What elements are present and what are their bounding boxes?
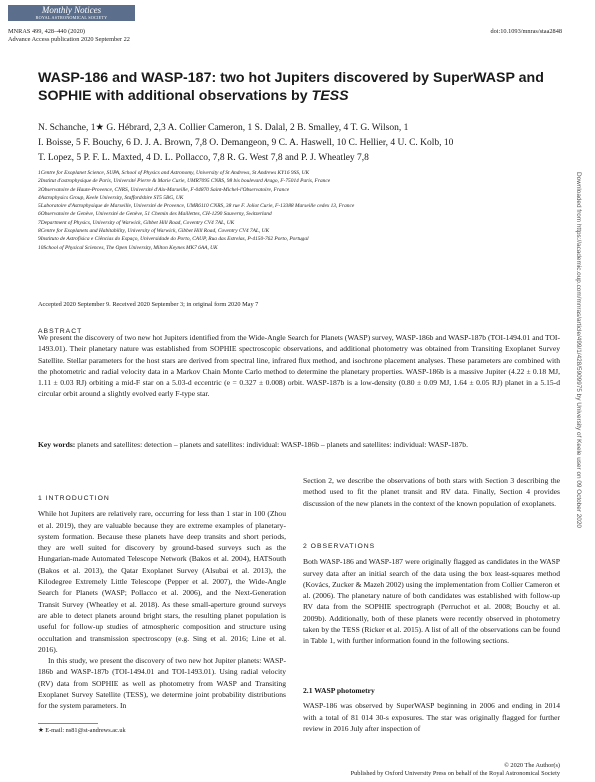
affiliation: 1Centre for Exoplanet Science, SUPA, School of Physics and Astronomy, University of St Andrews, St Andrews KY16 9SS, UK (38, 170, 310, 176)
affiliation: 7Department of Physics, University of Warwick, Gibbet Hill Road, Coventry CV4 7AL, UK (38, 219, 235, 226)
doi-link[interactable]: doi:10.1093/mnras/staa2848 (490, 28, 562, 35)
keywords-text: planets and satellites: detection – planets and satellites: individual: WASP-186b – planets and satellites: individual: WASP-187b. (77, 440, 468, 449)
affiliation: 3Observatoire de Haute-Provence, CNRS, Université d'Aix-Marseille, F-04870 Saint-Michel-l'Observatoire, France (38, 186, 290, 193)
paper-title-text: WASP-186 and WASP-187: two hot Jupiters discovered by SuperWASP and SOPHIE with additional observations by TESS (38, 70, 544, 104)
logo-line-3: ROYAL ASTRONOMICAL SOCIETY (35, 15, 108, 20)
download-notice: Downloaded from https://academic.oup.com/mnras/article/499/1/428/5909975 by University of Keele user on 09 October 2020 (575, 172, 582, 528)
citation: MNRAS 499, 428–440 (2020) (8, 28, 85, 35)
wasp-photometry-section (303, 685, 560, 734)
author-line-2: I. Boisse, 5 F. Bouchy, 6 D. J. A. Brown, 7,8 O. Demangeon, 9 C. A. Haswell, 10 C. Hellier, 4 U. C. Kolb, 10 (38, 138, 454, 148)
author-line-1: N. Schanche, 1★ G. Hébrard, 2,3 A. Collier Cameron, 1 S. Dalal, 2 B. Smalley, 4 T. G. Wilson, 1 (38, 123, 409, 133)
journal-logo (8, 5, 135, 21)
copyright-line-1: © 2020 The Author(s) (504, 762, 560, 769)
right-column-top: Section 2, we describe the observations of both stars with Section 3 describing the method used to fit the planet transit and RV data. Finally, Section 4 provides discussion of the new planets in the context of the known population of exoplanets. (303, 476, 560, 508)
accepted-dates: Accepted 2020 September 9. Received 2020 September 3; in original form 2020 May 7 (38, 301, 259, 308)
observations-text: Both WASP-186 and WASP-187 were originally flagged as candidates in the WASP survey data after an initial search of the data using the box least-squares method (Kovács, Zucker & Mazeh 2002) using the implementation from Collier Cameron et al. (2006). The planetary nature of both candidates was established with follow-up RV data from the SOPHIE spectrograph (Perruchot et al. 2008; Bouchy et al. 2009b). Additionally, both of these planets were recently observed in photometry taken by the TESS (Ricker et al. 2015). A list of all of the observations can be found in Table 1, with further information found in the following sections. (303, 557, 560, 646)
affiliation: 9Instituto de Astrofísica e Ciências do Espaço, Universidade do Porto, CAUP, Rua das Estrelas, P-4150-762 Porto, Portugal (38, 236, 309, 243)
abstract-heading-text: ABSTRACT (38, 328, 83, 335)
affiliation: 8Centre for Exoplanets and Habitability, University of Warwick, Gibbet Hill Road, Coventry CV4 7AL, UK (38, 228, 270, 235)
wasp-photometry-heading: 2.1 WASP photometry (303, 686, 375, 695)
intro-paragraph-1: While hot Jupiters are relatively rare, occurring for less than 1 star in 100 (Zhou et al. 2019), they are valuable because they are extreme examples of planetary-system formation. Because these planets have deep transits and short periods, they are well suited for discovery by ground-based surveys such as the Hungarian-made Automated Telescope Network (Bakos et al. 2004), HATSouth (Bakos et al. 2013), the Qatar Exoplanet Survey (Alsubai et al. 2013), the Kilodegree Extremely Little Telescope (Pepper et al. 2007), the Wide-Angle Search for Planets (WASP; Pollacco et al. 2006), and the Next-Generation Transit Survey (Wheatley et al. 2018). As these small-aperture ground surveys are able to detect planets around bright stars, the resulting planet population is useful for follow-up studies of atmospheric composition and structure using occultation and transmission spectroscopy (e.g. Sing et al. 2016; Line et al. 2016). (38, 509, 286, 654)
affiliation: 5Laboratoire d'Astrophysique de Marseille, Université de Provence, UMR6110 CNRS, 38 rue F. Joliot Curie, F-13388 Marseille cedex 13, France (38, 203, 355, 210)
intro-paragraph-2: In this study, we present the discovery of two new hot Jupiter planets: WASP-186b and WASP-187b (TOI-1494.01 and TOI-1493.01). Using radial velocity (RV) data from SOPHIE as well as photometry from WASP and Transiting Exoplanet Survey Satellite (TESS), we determine joint probability distributions for the system parameters. In (38, 656, 286, 711)
paper-title (38, 69, 558, 105)
intro-heading: 1 INTRODUCTION (38, 495, 110, 502)
left-column (38, 493, 286, 712)
footnote-email: ★ E-mail: ns81@st-andrews.ac.uk (38, 727, 126, 734)
footnote-rule (38, 723, 98, 724)
observations-heading: 2 OBSERVATIONS (303, 543, 376, 550)
affiliation: 2Institut d'astrophysique de Paris, Université Pierre & Marie Curie, UMR7095 CNRS, 98 bis boulevard Arago, F-75014 Paris, France (38, 178, 331, 185)
affiliation-list (38, 169, 558, 252)
affiliation: 10School of Physical Sciences, The Open University, Milton Keynes MK7 6AA, UK (38, 244, 218, 251)
copyright-line-2: Published by Oxford University Press on behalf of the Royal Astronomical Society (350, 770, 560, 777)
wasp-photometry-text: WASP-186 was observed by SuperWASP beginning in 2006 and ending in 2014 with a total of 81 014 30-s exposures. The star was originally flagged for further review in 2016 July after inspection of (303, 701, 560, 733)
affiliation: 4Astrophysics Group, Keele University, Staffordshire ST5 5BG, UK (38, 194, 184, 201)
logo-line-1: Monthly Notices (41, 5, 102, 15)
advance-access: Advance Access publication 2020 September 22 (8, 36, 130, 43)
affiliation: 6Observatoire de Genève, Université de Genève, 51 Chemin des Maillettes, CH-1290 Sauverny, Switzerland (38, 211, 272, 218)
author-line-3: T. Lopez, 5 P. F. L. Maxted, 4 D. L. Pollacco, 7,8 R. G. West 7,8 and P. J. Wheatley 7,8 (38, 153, 369, 163)
author-list (38, 121, 573, 166)
keywords-label: Key words: (38, 440, 76, 449)
observations-section (303, 541, 560, 647)
download-sidebar (572, 172, 581, 632)
keywords (38, 439, 560, 450)
abstract-text: We present the discovery of two new hot Jupiters identified from the Wide-Angle Search for Planets (WASP) survey, WASP-186b and WASP-187b (TOI-1494.01 and TOI-1493.01). Their planetary nature was established from SOPHIE spectroscopic observations, and additional photometry was obtained from Transiting Exoplanet Survey Satellite. Stellar parameters for the host stars are derived from spectral line, infrared flux method, and isochrone placement analyses. These parameters are combined with the photometric and radial velocity data in a Markov Chain Monte Carlo method to determine the planetary properties. WASP-186b is a massive Jupiter (4.22 ± 0.18 MJ, 1.11 ± 0.03 RJ) orbiting a mid-F star on a 5.03-d eccentric (e = 0.327 ± 0.008) orbit. WASP-187b is a low-density (0.80 ± 0.09 MJ, 1.64 ± 0.05 RJ) planet in a 5.15-d circular orbit around a slightly evolved early F-type star. (38, 333, 560, 399)
